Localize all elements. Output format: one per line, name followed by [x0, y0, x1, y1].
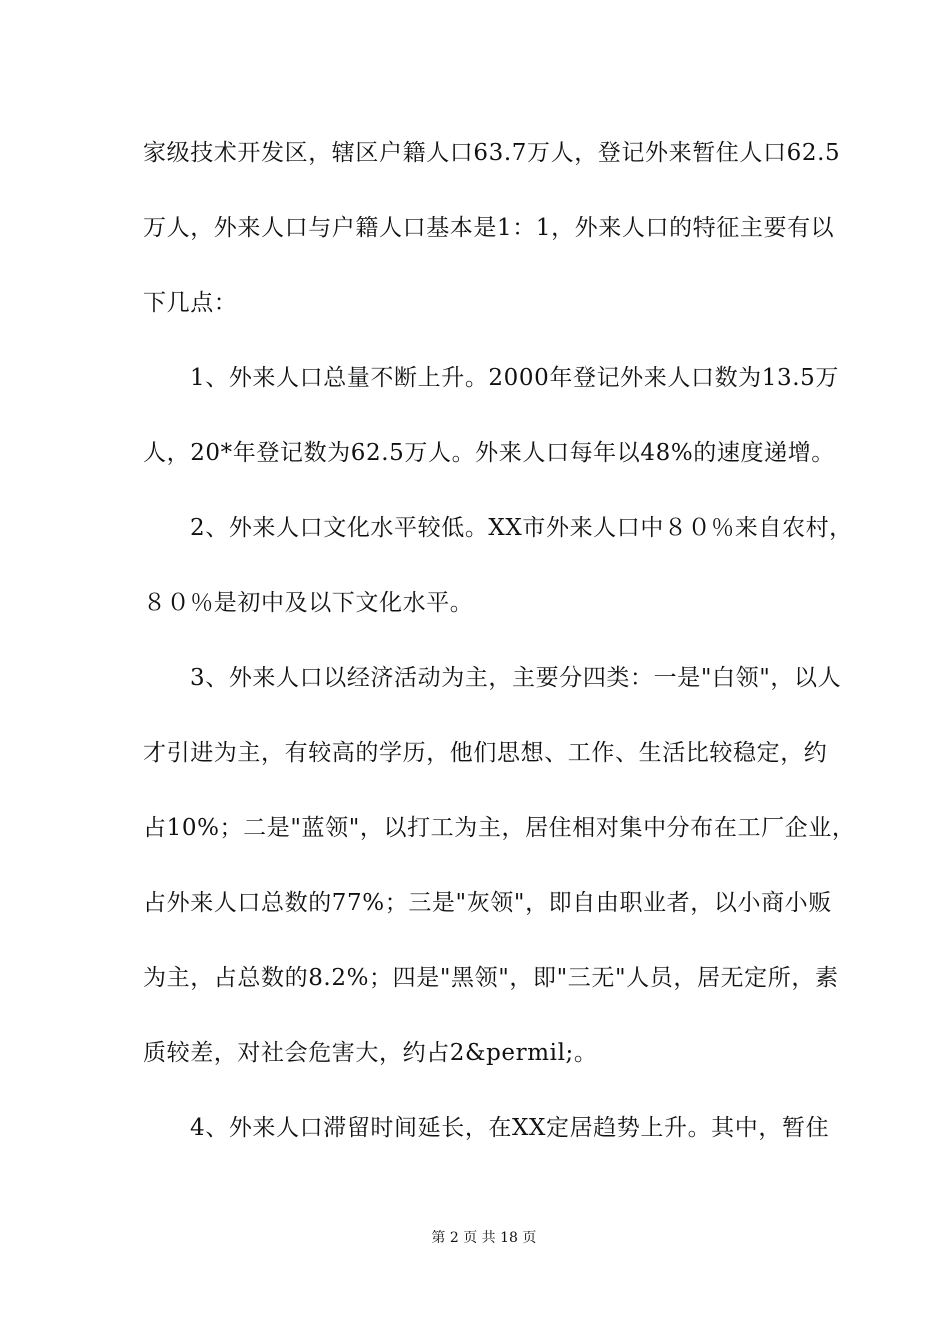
text-line: 下几点：	[143, 290, 238, 316]
paragraph-2-start: 2、外来人口文化水平较低。XX市外来人口中８０％来自农村，	[190, 515, 853, 541]
page-number-label: 第 2 页 共 18 页	[431, 1230, 537, 1246]
paragraph-4-start: 4、外来人口滞留时间延长，在XX定居趋势上升。其中，暂住	[190, 1115, 830, 1141]
text-line: 占10%；二是"蓝领"，以打工为主，居住相对集中分布在工厂企业，	[143, 815, 856, 841]
text-line: 万人，外来人口与户籍人口基本是1：1，外来人口的特征主要有以	[143, 215, 835, 241]
text-line: 占外来人口总数的77%；三是"灰领"，即自由职业者，以小商小贩	[143, 890, 832, 916]
text-line: 为主，占总数的8.2%；四是"黑领"，即"三无"人员，居无定所，素	[143, 965, 839, 991]
text-line: 才引进为主，有较高的学历，他们思想、工作、生活比较稳定，约	[143, 740, 828, 766]
paragraph-3-start: 3、外来人口以经济活动为主，主要分四类：一是"白领"，以人	[190, 665, 842, 691]
text-line: 人，20*年登记数为62.5万人。外来人口每年以48%的速度递增。	[143, 440, 835, 466]
text-line: 质较差，对社会危害大，约占2&permil;。	[143, 1040, 598, 1066]
text-line: 家级技术开发区，辖区户籍人口63.7万人，登记外来暂住人口62.5	[143, 140, 841, 166]
page-footer	[0, 1208, 950, 1268]
paragraph-1-start: 1、外来人口总量不断上升。2000年登记外来人口数为13.5万	[190, 365, 839, 391]
text-line: ８０％是初中及以下文化水平。	[143, 590, 474, 616]
